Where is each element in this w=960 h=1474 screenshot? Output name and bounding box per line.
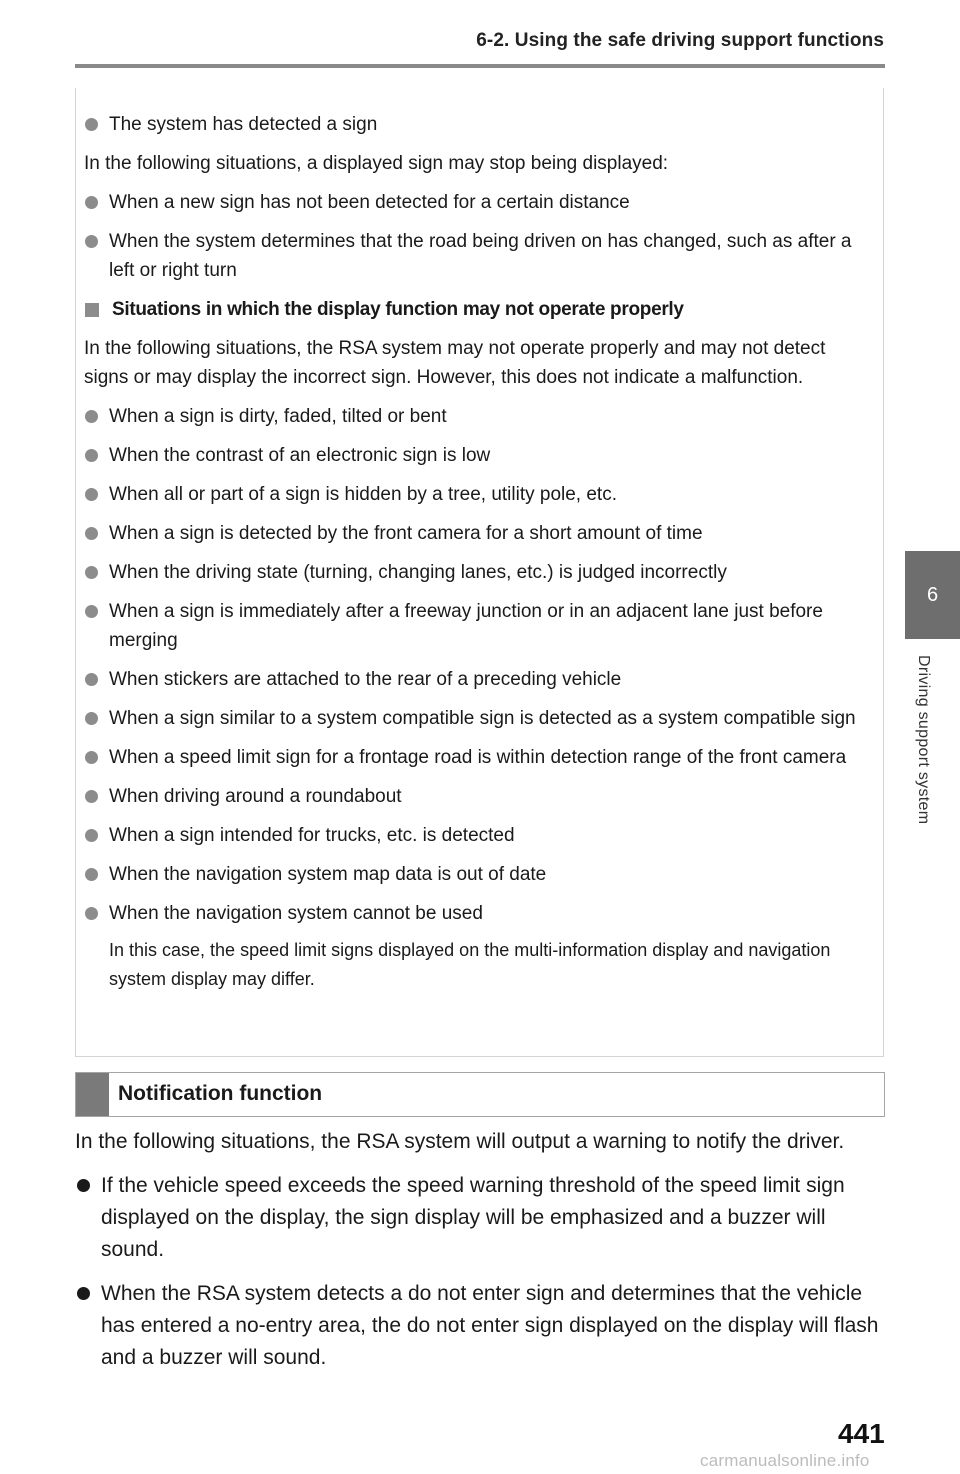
- paragraph: In the following situations, a displayed sign may stop being displayed:: [84, 153, 669, 174]
- list-item: When a sign is dirty, faded, tilted or bent: [84, 402, 874, 431]
- header-rule: [75, 64, 885, 68]
- section-body: [75, 1126, 885, 1386]
- list-item: When the RSA system detects a do not enter sign and determines that the vehicle has entered a no-entry area, the do not enter sign displayed on the display will flash and a buzzer will sound.: [75, 1278, 885, 1374]
- header-title: 6-2. Using the safe driving support functions: [476, 30, 884, 51]
- chapter-tab[interactable]: [905, 551, 960, 639]
- list-item: The system has detected a sign: [84, 110, 874, 139]
- note-text: In this case, the speed limit signs displayed on the multi-information display and navigation system display may differ.: [109, 940, 831, 989]
- chapter-label: Driving support system: [915, 655, 932, 825]
- square-bullet-icon: [85, 303, 99, 317]
- list-item: When stickers are attached to the rear of a preceding vehicle: [84, 665, 874, 694]
- list-item: When driving around a roundabout: [84, 782, 874, 811]
- list-item: When a speed limit sign for a frontage road is within detection range of the front camera: [84, 743, 874, 772]
- list-item: When a sign similar to a system compatible sign is detected as a system compatible sign: [84, 704, 874, 733]
- paragraph: In the following situations, the RSA system may not operate properly and may not detect signs or may display the incorrect sign. However, this does not indicate a malfunction.: [84, 338, 826, 388]
- watermark[interactable]: carmanualsonline.info: [700, 1451, 870, 1470]
- list-item: When a new sign has not been detected for a certain distance: [84, 188, 874, 217]
- list-item: When the driving state (turning, changing lanes, etc.) is judged incorrectly: [84, 558, 874, 587]
- section-heading: [75, 1072, 885, 1117]
- list-item: When the contrast of an electronic sign is low: [84, 441, 874, 470]
- paragraph: In the following situations, the RSA system will output a warning to notify the driver.: [75, 1130, 845, 1153]
- list-item: When all or part of a sign is hidden by a tree, utility pole, etc.: [84, 480, 874, 509]
- list-item: When the navigation system cannot be used: [84, 899, 874, 928]
- list-item: If the vehicle speed exceeds the speed warning threshold of the speed limit sign displayed on the display, the sign display will be emphasized and a buzzer will sound.: [75, 1170, 885, 1266]
- subheading: [84, 295, 874, 324]
- chapter-number: 6: [926, 583, 939, 606]
- section-title: Notification function: [118, 1082, 323, 1105]
- info-box: [75, 88, 884, 1057]
- list-item: When a sign intended for trucks, etc. is detected: [84, 821, 874, 850]
- list-item: When a sign is detected by the front camera for a short amount of time: [84, 519, 874, 548]
- list-item: When the navigation system map data is out of date: [84, 860, 874, 889]
- page-number: 441: [838, 1418, 885, 1449]
- list-item: When the system determines that the road being driven on has changed, such as after a left or right turn: [84, 227, 874, 285]
- section-accent: [76, 1073, 109, 1116]
- list-item: When a sign is immediately after a freeway junction or in an adjacent lane just before merging: [84, 597, 874, 655]
- subheading-text: Situations in which the display function may not operate properly: [112, 299, 684, 320]
